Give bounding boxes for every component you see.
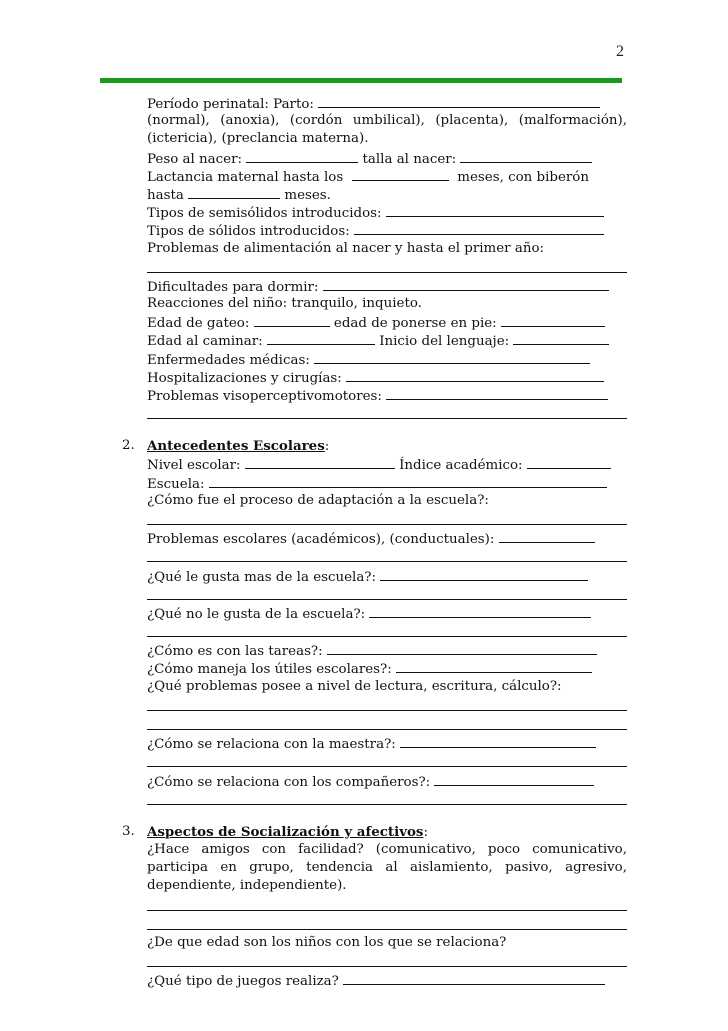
problemas-escolares-blank-2[interactable]	[147, 547, 627, 562]
social-section	[122, 823, 627, 990]
no-gusta-blank-2[interactable]	[147, 622, 627, 637]
parto-options-line: (normal), (anoxia), (cordón umbilical), (placenta), (malformación),	[147, 113, 627, 129]
gusta-line: ¿Qué le gusta mas de la escuela?:	[147, 567, 627, 585]
semisolidos-line: Tipos de semisólidos introducidos:	[147, 203, 627, 221]
alimentacion-line: Problemas de alimentación al nacer y hasta el primer año:	[147, 240, 545, 256]
companeros-blank[interactable]	[434, 772, 594, 786]
lactancia-line: Lactancia maternal hasta los meses, con biberón	[147, 167, 627, 185]
biberon-blank[interactable]	[188, 185, 280, 199]
utiles-line: ¿Cómo maneja los útiles escolares?:	[147, 659, 627, 677]
caminar-blank[interactable]	[267, 331, 375, 345]
caminar-lenguaje-line: Edad al caminar: Inicio del lenguaje:	[147, 331, 627, 349]
visoperceptivos-blank[interactable]	[386, 386, 608, 400]
social-heading-line: Aspectos de Socialización y afectivos:	[147, 823, 428, 840]
no-gusta-line: ¿Qué no le gusta de la escuela?:	[147, 604, 627, 622]
visoperceptivos-blank-2[interactable]	[147, 404, 627, 419]
edad-ninos-blank[interactable]	[147, 952, 627, 967]
parto-blank[interactable]	[318, 94, 600, 108]
enfermedades-blank[interactable]	[314, 350, 590, 364]
companeros-line: ¿Cómo se relaciona con los compañeros?:	[147, 772, 627, 790]
no-gusta-blank[interactable]	[369, 604, 591, 618]
solidos-line: Tipos de sólidos introducidos:	[147, 221, 627, 239]
peso-blank[interactable]	[246, 149, 358, 163]
parto-line: Período perinatal: Parto:	[147, 94, 627, 112]
maestra-blank[interactable]	[400, 734, 596, 748]
hospitalizaciones-line: Hospitalizaciones y cirugías:	[147, 368, 627, 386]
utiles-blank[interactable]	[396, 659, 592, 673]
perinatal-section	[147, 94, 627, 419]
enfermedades-line: Enfermedades médicas:	[147, 350, 627, 368]
hospitalizaciones-blank[interactable]	[346, 368, 604, 382]
alimentacion-blank[interactable]	[147, 258, 627, 273]
lenguaje-blank[interactable]	[513, 331, 609, 345]
tareas-line: ¿Cómo es con las tareas?:	[147, 641, 627, 659]
adaptacion-blank[interactable]	[147, 510, 627, 525]
problemas-escolares-blank[interactable]	[499, 529, 595, 543]
header-rule	[100, 78, 622, 83]
talla-blank[interactable]	[460, 149, 592, 163]
social-heading: Aspectos de Socialización y afectivos	[147, 823, 424, 840]
indice-blank[interactable]	[527, 455, 611, 469]
semisolidos-blank[interactable]	[386, 203, 604, 217]
maestra-blank-2[interactable]	[147, 752, 627, 767]
solidos-blank[interactable]	[354, 221, 604, 235]
parto-options-line-2: (ictericia), (preclancia materna).	[147, 131, 369, 147]
maestra-line: ¿Cómo se relaciona con la maestra?:	[147, 734, 627, 752]
amigos-line-2: participa en grupo, tendencia al aislamiento, pasivo, agresivo,	[147, 860, 627, 876]
adaptacion-line: ¿Cómo fue el proceso de adaptación a la escuela?:	[147, 492, 489, 508]
peso-talla-line: Peso al nacer: talla al nacer:	[147, 149, 627, 167]
companeros-blank-2[interactable]	[147, 790, 627, 805]
problemas-escolares-line: Problemas escolares (académicos), (conductuales):	[147, 529, 627, 547]
school-heading: Antecedentes Escolares	[147, 438, 325, 455]
amigos-line-3: dependiente, independiente).	[147, 878, 347, 894]
amigos-blank[interactable]	[147, 896, 627, 911]
school-section	[122, 437, 627, 805]
gateo-blank[interactable]	[254, 313, 330, 327]
page-number: 2	[616, 43, 624, 60]
biberon-line: hasta meses.	[147, 185, 627, 203]
amigos-line: ¿Hace amigos con facilidad? (comunicativo, poco comunicativo,	[147, 841, 627, 857]
escuela-blank[interactable]	[209, 474, 607, 488]
edad-ninos-line: ¿De que edad son los niños con los que se relaciona?	[147, 934, 507, 950]
school-heading-line: Antecedentes Escolares:	[147, 438, 330, 455]
amigos-blank-2[interactable]	[147, 915, 627, 930]
reacciones-line: Reacciones del niño: tranquilo, inquieto.	[147, 296, 422, 312]
tareas-blank[interactable]	[327, 641, 597, 655]
lectura-blank[interactable]	[147, 696, 627, 711]
lactancia-blank[interactable]	[352, 167, 449, 181]
section-3-number: 3.	[122, 823, 135, 839]
gusta-blank-2[interactable]	[147, 585, 627, 600]
escuela-line: Escuela:	[147, 474, 627, 492]
form-content	[122, 94, 627, 990]
gateo-pie-line: Edad de gateo: edad de ponerse en pie:	[147, 313, 627, 331]
nivel-blank[interactable]	[245, 455, 395, 469]
pie-blank[interactable]	[501, 313, 605, 327]
section-2-number: 2.	[122, 438, 135, 454]
dormir-line: Dificultades para dormir:	[147, 277, 627, 295]
juegos-blank[interactable]	[343, 971, 605, 985]
visoperceptivos-line: Problemas visoperceptivomotores:	[147, 386, 627, 404]
lectura-blank-2[interactable]	[147, 715, 627, 730]
juegos-line: ¿Qué tipo de juegos realiza?	[147, 971, 627, 989]
nivel-indice-line: Nivel escolar: Índice académico:	[147, 455, 627, 473]
lectura-line: ¿Qué problemas posee a nivel de lectura, escritura, cálculo?:	[147, 678, 562, 694]
dormir-blank[interactable]	[323, 277, 609, 291]
gusta-blank[interactable]	[380, 567, 588, 581]
